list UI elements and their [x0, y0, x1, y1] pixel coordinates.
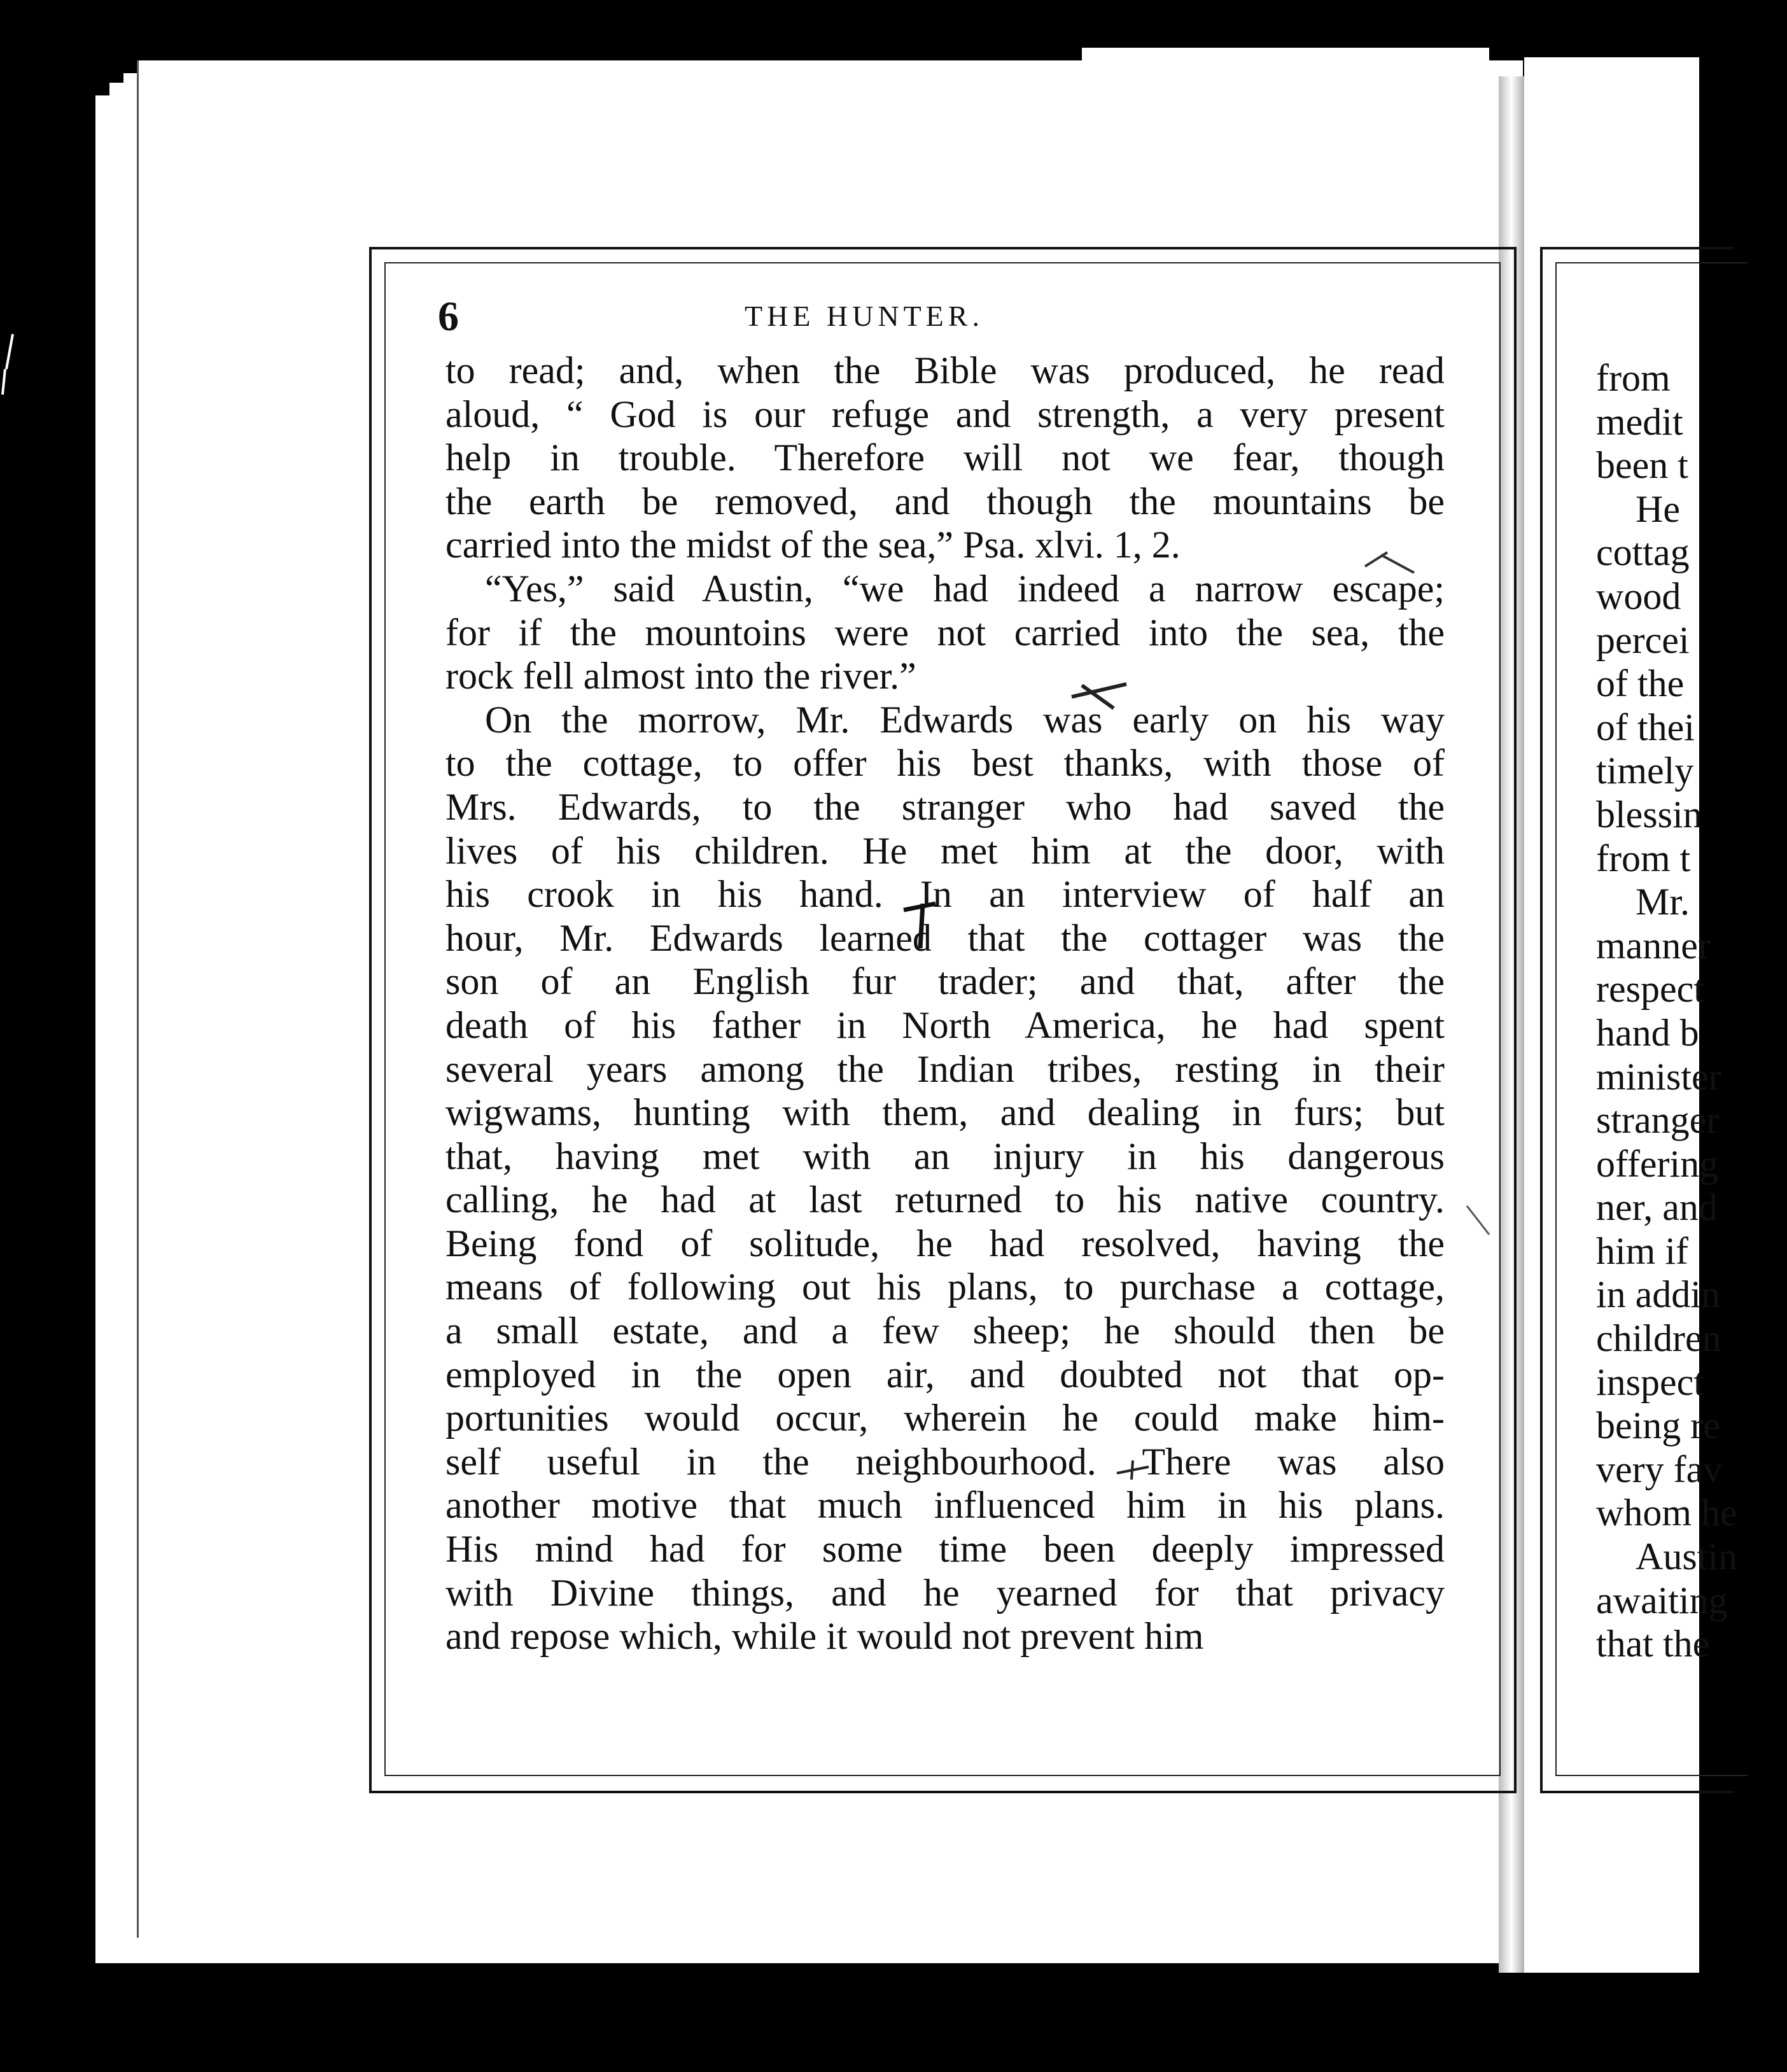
facing-text-line: Mr.: [1636, 881, 1690, 923]
text-line: death of his father in North America, he had spent: [445, 1004, 1445, 1046]
facing-text-line: in addin: [1596, 1273, 1720, 1316]
facing-text-line: timely: [1596, 750, 1694, 792]
facing-text-line: respect: [1596, 968, 1704, 1011]
facing-text-line: blessin: [1596, 793, 1702, 836]
facing-text-line: inspect: [1596, 1361, 1704, 1403]
facing-text-line: awaiting: [1596, 1579, 1728, 1621]
facing-text-line: that the: [1596, 1623, 1710, 1665]
facing-text-line: hand b: [1596, 1011, 1699, 1054]
text-line: employed in the open air, and doubted not that op-: [445, 1353, 1445, 1396]
facing-text-line: being re: [1596, 1404, 1720, 1447]
facing-text-line: him if: [1596, 1229, 1688, 1272]
running-head: THE HUNTER.: [745, 300, 984, 332]
text-line: portunities would occur, wherein he could make him-: [445, 1397, 1445, 1439]
page-number: 6: [438, 293, 459, 340]
text-line: carried into the midst of the sea,” Psa. xlvi. 1, 2.: [445, 524, 1181, 566]
text-line: aloud, “ God is our refuge and strength, a very present: [445, 393, 1445, 435]
facing-text-line: He: [1636, 487, 1680, 530]
facing-text-line: medit: [1596, 400, 1683, 443]
text-line: the earth be removed, and though the mountains be: [445, 480, 1445, 522]
facing-text-line: stranger: [1596, 1099, 1720, 1142]
facing-text-line: minister: [1596, 1055, 1721, 1098]
text-line: son of an English fur trader; and that, after the: [445, 960, 1445, 1003]
facing-text-line: Austin: [1636, 1536, 1738, 1578]
text-line: “Yes,” said Austin, “we had indeed a narrow escape;: [485, 567, 1445, 610]
facing-text-line: very fav: [1596, 1448, 1723, 1490]
facing-text-line: whom he: [1596, 1492, 1737, 1534]
text-line: a small estate, and a few sheep; he should then be: [445, 1310, 1445, 1352]
text-line: with Divine things, and he yearned for that privacy: [445, 1571, 1445, 1614]
pencil-mark-icon: [1069, 678, 1130, 713]
facing-text-line: ner, and: [1596, 1186, 1718, 1229]
text-line: self useful in the neighbourhood. There was also: [445, 1440, 1445, 1483]
text-line: hour, Mr. Edwards learned that the cottager was the: [445, 916, 1445, 959]
body-text: [445, 349, 1445, 1658]
text-line: Being fond of solitude, he had resolved, having the: [445, 1222, 1445, 1264]
pencil-mark-icon: [897, 897, 948, 955]
facing-text-line: been t: [1596, 444, 1688, 487]
text-line: rock fell almost into the river.”: [445, 655, 916, 697]
text-line: lives of his children. He met him at the door, with: [445, 829, 1445, 872]
text-line: several years among the Indian tribes, resting in their: [445, 1047, 1445, 1090]
text-line: another motive that much influenced him in his plans.: [445, 1484, 1445, 1527]
text-line: On the morrow, Mr. Edwards was early on his way: [485, 698, 1445, 741]
facing-text-line: of the: [1596, 662, 1685, 705]
facing-text-line: percei: [1596, 619, 1690, 661]
text-line: wigwams, hunting with them, and dealing in furs; but: [445, 1091, 1445, 1134]
pencil-mark-icon: [1464, 1203, 1496, 1241]
text-line: for if the mountoins were not carried into the sea, the: [445, 611, 1445, 654]
facing-text-line: offering: [1596, 1142, 1719, 1185]
text-line: that, having met with an injury in his dangerous: [445, 1135, 1445, 1177]
text-line: His mind had for some time been deeply impressed: [445, 1528, 1445, 1571]
facing-text-line: from: [1596, 357, 1671, 399]
text-line: and repose which, while it would not prevent him: [445, 1615, 1204, 1658]
text-line: Mrs. Edwards, to the stranger who had saved the: [445, 785, 1445, 828]
text-line: to read; and, when the Bible was produced, he read: [445, 349, 1445, 391]
text-line: to the cottage, to offer his best thanks, with those of: [445, 742, 1445, 785]
facing-text-line: from t: [1596, 837, 1691, 879]
text-line: help in trouble. Therefore will not we fear, though: [445, 437, 1445, 479]
text-line: means of following out his plans, to purchase a cottage,: [445, 1266, 1445, 1308]
facing-page-text: [1596, 356, 1787, 1666]
facing-text-line: wood: [1596, 575, 1681, 617]
facing-text-line: manner: [1596, 924, 1711, 967]
margin-speck-icon: [0, 331, 19, 401]
facing-text-line: of thei: [1596, 706, 1695, 748]
pencil-mark-icon: [1114, 1457, 1152, 1483]
facing-text-line: cottag: [1596, 531, 1690, 574]
text-line: calling, he had at last returned to his native country.: [445, 1179, 1445, 1221]
pencil-mark-icon: [1362, 547, 1419, 579]
text-line: his crook in his hand. In an interview of half an: [445, 873, 1445, 916]
facing-text-line: children: [1596, 1317, 1721, 1360]
